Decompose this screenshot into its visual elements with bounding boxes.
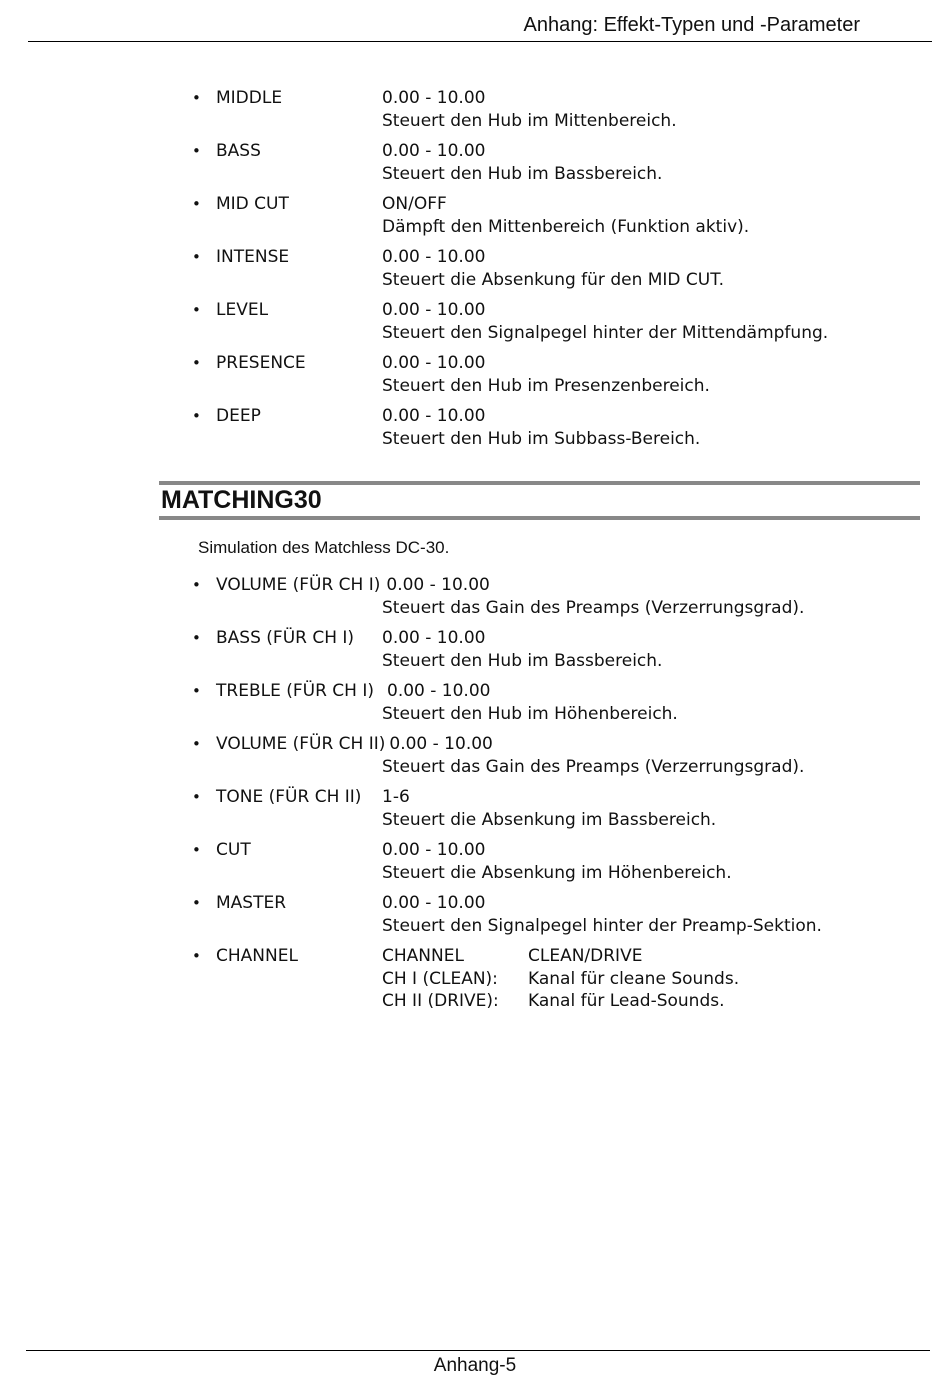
param-range: 1-6 [382, 787, 410, 807]
channel-key: CH I (CLEAN): [382, 968, 498, 989]
param-description: Steuert den Hub im Höhenbereich. [382, 703, 678, 724]
channel-value: CLEAN/DRIVE [528, 946, 643, 966]
parameter-list-previous-effect [192, 87, 892, 458]
param-mid-cut [192, 193, 892, 238]
param-name: DEEP [216, 406, 261, 426]
param-volume-ch1 [192, 574, 892, 619]
param-description: Steuert den Signalpegel hinter der Preamp-Sektion. [382, 915, 822, 936]
channel-options-table [382, 945, 739, 1013]
param-channel [192, 945, 892, 1013]
section-intro: Simulation des Matchless DC-30. [198, 538, 450, 557]
section-rule-top [159, 481, 920, 485]
param-treble-ch1 [192, 680, 892, 725]
param-name: MASTER [216, 893, 287, 913]
bullet-icon: • [192, 89, 201, 107]
param-range: 0.00 - 10.00 [382, 628, 486, 648]
page-number: Anhang-5 [433, 1355, 517, 1376]
param-description: Steuert den Signalpegel hinter der Mittendämpfung. [382, 322, 829, 343]
bullet-icon: • [192, 195, 201, 213]
param-intense [192, 246, 892, 291]
param-range: 0.00 - 10.00 [386, 575, 490, 595]
param-range: 0.00 - 10.00 [382, 840, 486, 860]
param-name: VOLUME (FÜR CH I) [216, 575, 381, 595]
param-range: 0.00 - 10.00 [382, 406, 486, 426]
param-presence [192, 352, 892, 397]
bullet-icon: • [192, 682, 201, 700]
param-range: 0.00 - 10.00 [382, 247, 486, 267]
bullet-icon: • [192, 894, 201, 912]
channel-row [382, 945, 739, 968]
bullet-icon: • [192, 354, 201, 372]
param-description: Steuert den Hub im Subbass-Bereich. [382, 428, 701, 449]
header-divider [28, 41, 932, 42]
section-title: MATCHING30 [161, 486, 322, 514]
param-name: VOLUME (FÜR CH II) [216, 734, 386, 754]
param-name: BASS [216, 141, 261, 161]
channel-row [382, 968, 739, 991]
param-tone-ch2 [192, 786, 892, 831]
param-range: 0.00 - 10.00 [389, 734, 493, 754]
bullet-icon: • [192, 407, 201, 425]
channel-row [382, 990, 739, 1013]
bullet-icon: • [192, 947, 201, 965]
param-name: INTENSE [216, 247, 290, 267]
bullet-icon: • [192, 841, 201, 859]
param-description: Steuert die Absenkung für den MID CUT. [382, 269, 725, 290]
parameter-list-matching30 [192, 574, 892, 1021]
param-range: ON/OFF [382, 194, 447, 214]
param-name: CHANNEL [216, 946, 298, 966]
channel-key: CHANNEL [382, 946, 464, 966]
param-description: Steuert das Gain des Preamps (Verzerrungsgrad). [382, 597, 805, 618]
param-name: LEVEL [216, 300, 269, 320]
bullet-icon: • [192, 788, 201, 806]
param-range: 0.00 - 10.00 [382, 300, 486, 320]
param-bass [192, 140, 892, 185]
param-name: TREBLE (FÜR CH I) [216, 681, 374, 701]
param-range: 0.00 - 10.00 [382, 88, 486, 108]
param-name: PRESENCE [216, 353, 306, 373]
param-description: Steuert das Gain des Preamps (Verzerrungsgrad). [382, 756, 805, 777]
channel-value: Kanal für cleane Sounds. [528, 968, 740, 989]
param-master [192, 892, 892, 937]
param-range: 0.00 - 10.00 [382, 893, 486, 913]
bullet-icon: • [192, 142, 201, 160]
param-description: Steuert die Absenkung im Höhenbereich. [382, 862, 732, 883]
param-range: 0.00 - 10.00 [387, 681, 491, 701]
param-description: Steuert den Hub im Presenzenbereich. [382, 375, 710, 396]
param-cut [192, 839, 892, 884]
param-level [192, 299, 892, 344]
param-range: 0.00 - 10.00 [382, 141, 486, 161]
param-description: Dämpft den Mittenbereich (Funktion aktiv). [382, 216, 750, 237]
param-name: MIDDLE [216, 88, 283, 108]
param-description: Steuert die Absenkung im Bassbereich. [382, 809, 717, 830]
bullet-icon: • [192, 301, 201, 319]
channel-value: Kanal für Lead-Sounds. [528, 991, 725, 1011]
bullet-icon: • [192, 248, 201, 266]
param-description: Steuert den Hub im Bassbereich. [382, 163, 663, 184]
channel-key: CH II (DRIVE): [382, 991, 499, 1011]
param-volume-ch2 [192, 733, 892, 778]
footer-divider [26, 1350, 930, 1351]
param-middle [192, 87, 892, 132]
bullet-icon: • [192, 629, 201, 647]
param-name: MID CUT [216, 194, 289, 214]
param-name: BASS (FÜR CH I) [216, 628, 355, 648]
param-name: TONE (FÜR CH II) [216, 787, 362, 807]
param-range: 0.00 - 10.00 [382, 353, 486, 373]
section-rule-bottom [159, 516, 920, 520]
bullet-icon: • [192, 735, 201, 753]
param-deep [192, 405, 892, 450]
bullet-icon: • [192, 576, 201, 594]
page-header-title: Anhang: Effekt-Typen und -Parameter [523, 14, 860, 36]
param-bass-ch1 [192, 627, 892, 672]
param-description: Steuert den Hub im Mittenbereich. [382, 110, 677, 131]
param-description: Steuert den Hub im Bassbereich. [382, 650, 663, 671]
param-name: CUT [216, 840, 251, 860]
